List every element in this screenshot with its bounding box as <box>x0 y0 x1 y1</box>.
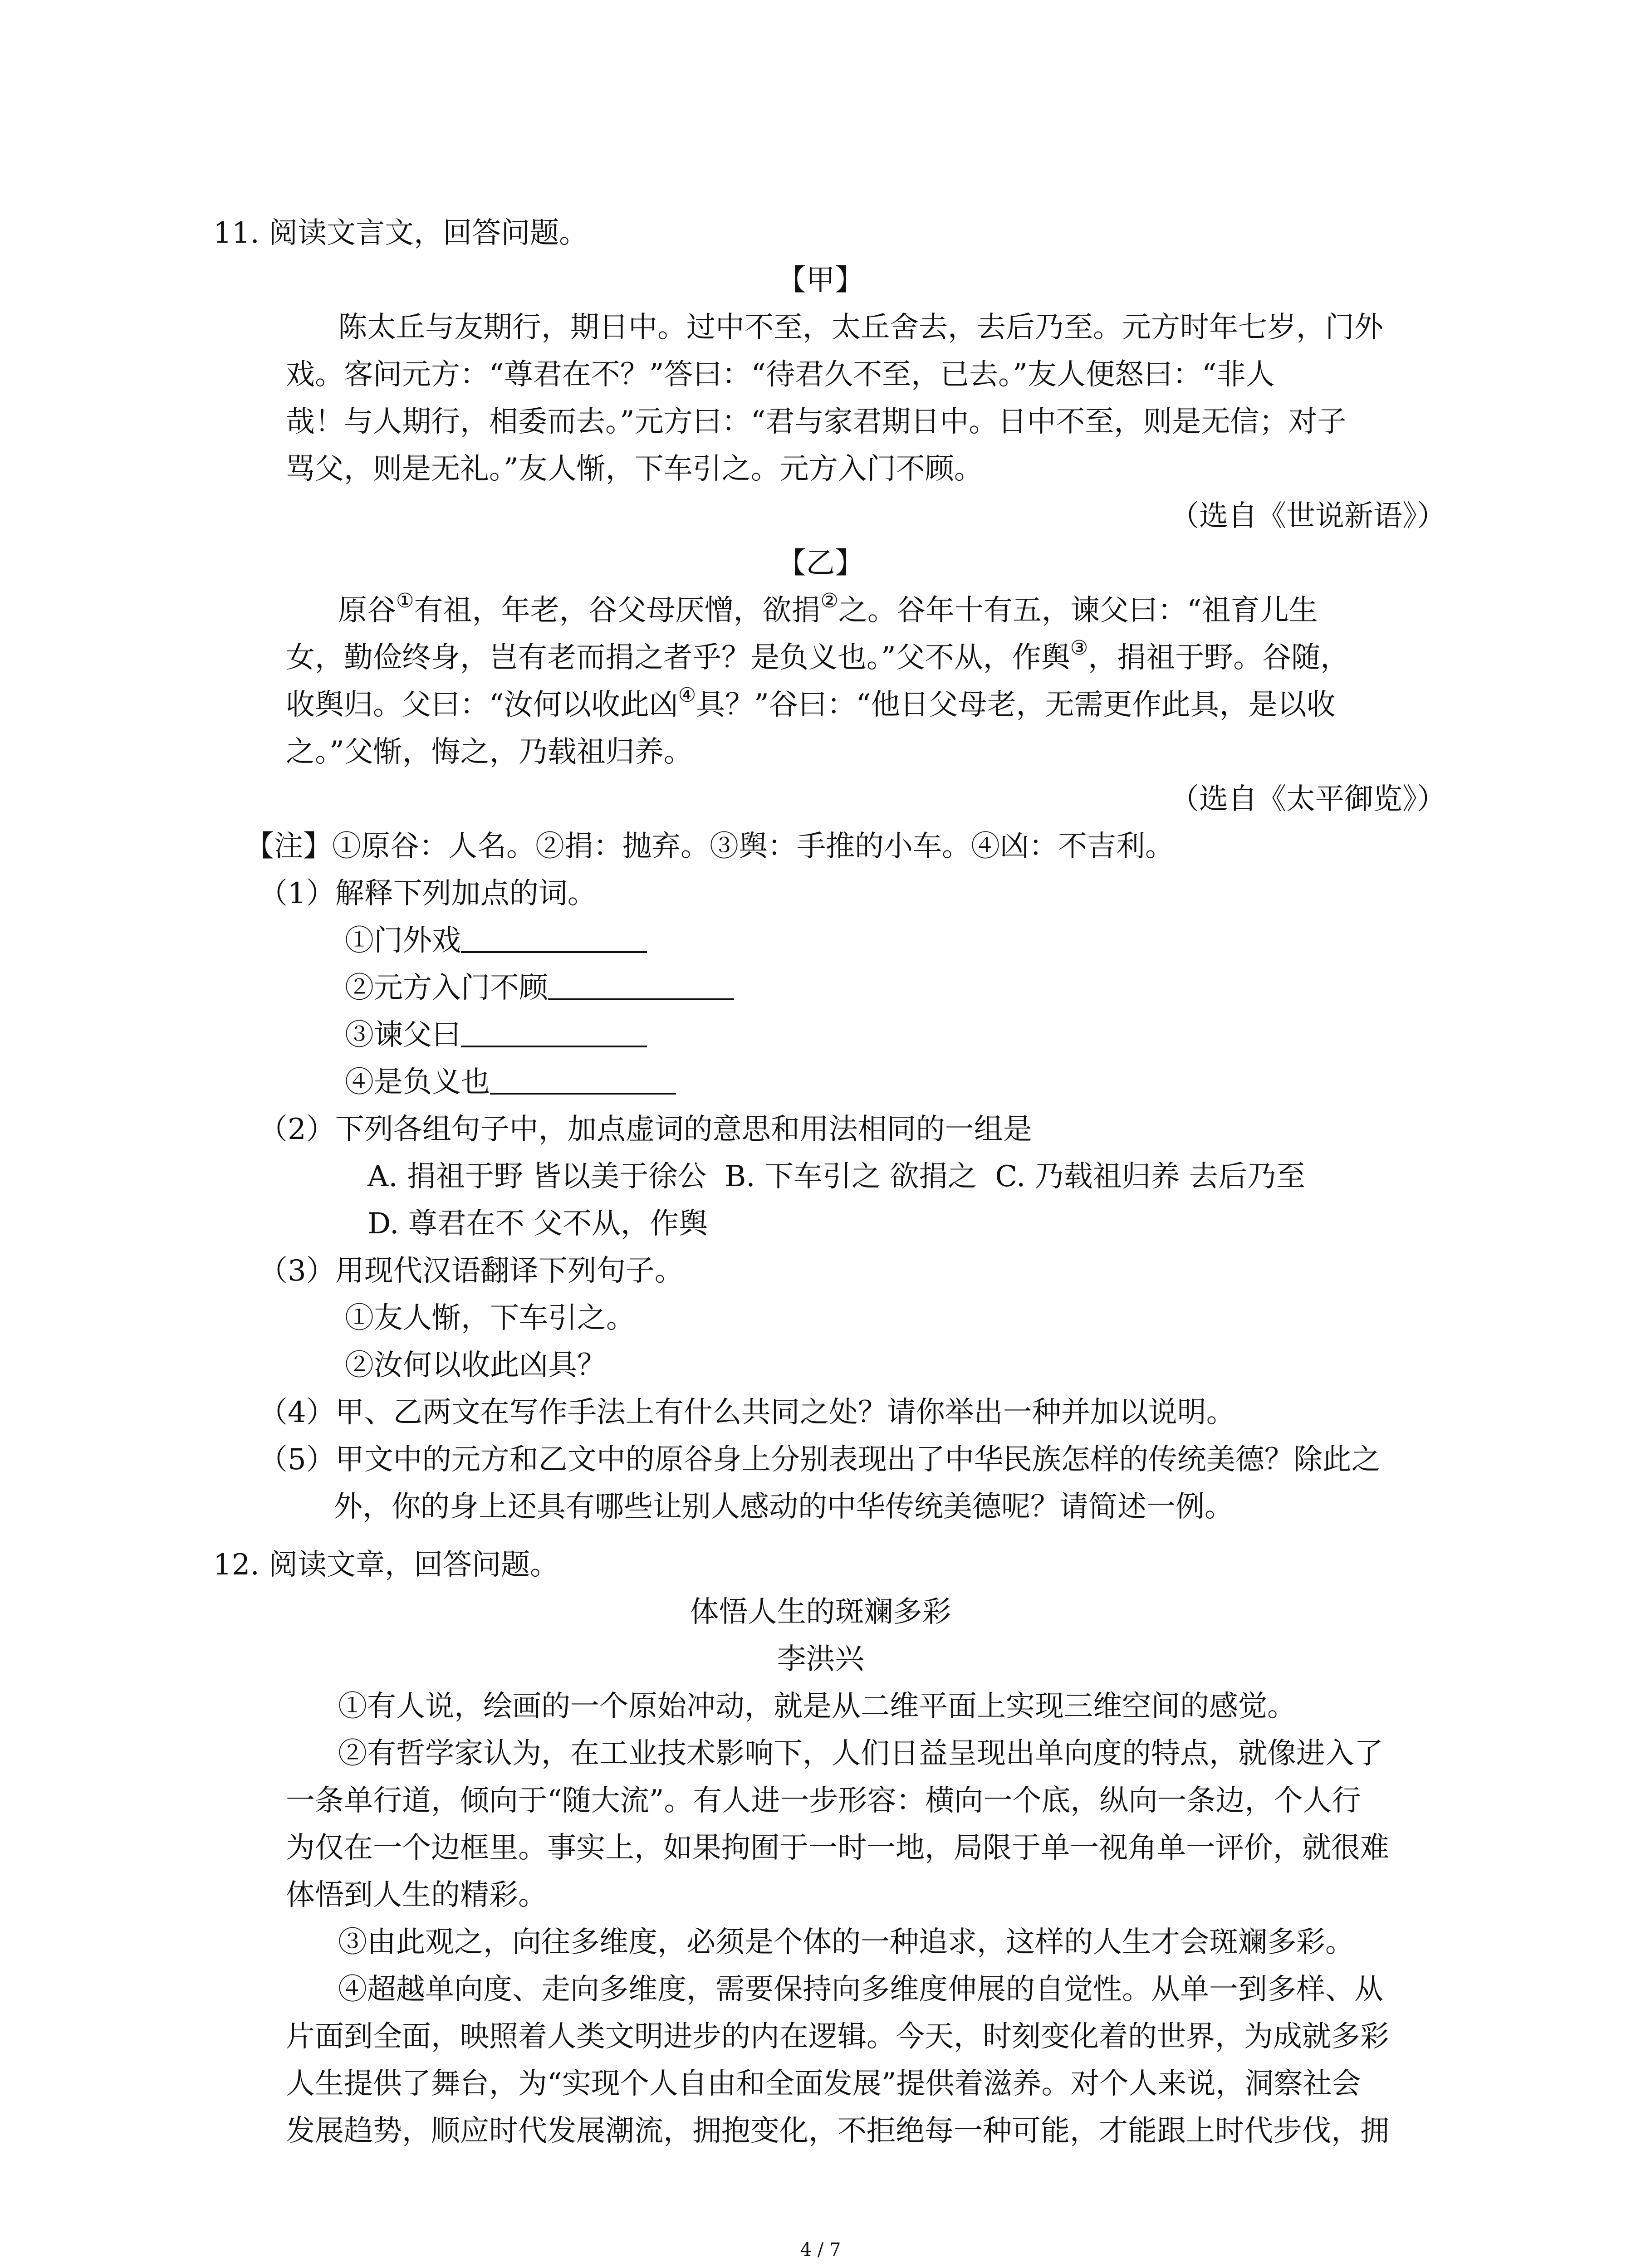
sub2-options-row <box>367 1158 1323 1195</box>
page-number: 4 / 7 <box>800 2239 841 2260</box>
sub-question-4: （4）甲、乙两文在写作手法上有什么共同之处？请你举出一种并加以说明。 <box>259 1396 1235 1429</box>
sub1-item-3: ③谏父曰 <box>345 1017 647 1053</box>
sub1-item-2: ②元方入门不顾 <box>345 970 734 1006</box>
sub-question-1: （1）解释下列加点的词。 <box>259 877 597 910</box>
annotation-note: 【注】①原谷：人名。②捐：抛弃。③舆：手推的小车。④凶：不吉利。 <box>245 830 1174 863</box>
sub3-item-2: ②汝何以收此凶具？ <box>345 1349 606 1382</box>
jia-line-4: 骂父，则是无礼。”友人惭，下车引之。元方入门不顾。 <box>286 452 983 486</box>
yi-line-3-b: 具？”谷曰：“他日父母老，无需更作此具，是以收 <box>696 688 1336 722</box>
yi-line-3 <box>286 684 1336 723</box>
answer-blank[interactable] <box>461 1020 647 1047</box>
article-line: 为仅在一个边框里。事实上，如果拘囿于一时一地，局限于单一视角单一评价，就很难 <box>286 1831 1389 1865</box>
sub-question-5-line-2: 外，你的身上还具有哪些让别人感动的中华传统美德呢？请简述一例。 <box>333 1490 1234 1524</box>
footnote-marker-4: ④ <box>678 684 696 707</box>
article-line: 发展趋势，顺应时代发展潮流，拥抱变化，不拒绝每一种可能，才能跟上时代步伐，拥 <box>286 2114 1389 2148</box>
answer-blank[interactable] <box>461 926 647 953</box>
footnote-marker-1: ① <box>396 589 414 612</box>
sub3-item-1: ①友人惭，下车引之。 <box>345 1301 635 1335</box>
footnote-marker-3: ③ <box>1070 636 1088 660</box>
yi-line-2-b: ，捐祖于野。谷随， <box>1088 641 1350 675</box>
yi-line-1-a: 原谷 <box>338 594 396 627</box>
passage-jia-title: 【甲】 <box>777 264 864 297</box>
option-b[interactable]: B. 下车引之 欲捐之 <box>725 1160 977 1193</box>
jia-line-2: 戏。客问元方：“尊君在不？”答曰：“待君久不至，已去。”友人便怒曰：“非人 <box>286 358 1275 391</box>
q12-title: 12. 阅读文章，回答问题。 <box>213 1548 559 1582</box>
answer-blank[interactable] <box>548 973 734 1000</box>
footnote-marker-2: ② <box>820 589 838 612</box>
article-line: ②有哲学家认为，在工业技术影响下，人们日益呈现出单向度的特点，就像进入了 <box>338 1737 1383 1770</box>
sub1-item-4: ④是负义也 <box>345 1064 676 1100</box>
yi-line-2-a: 女，勤俭终身，岂有老而捐之者乎？是负义也。”父不从，作舆 <box>286 641 1070 675</box>
yi-line-1 <box>338 589 1318 629</box>
sub1-item-1: ①门外戏 <box>345 923 647 959</box>
yi-line-1-b: 有祖，年老，谷父母厌憎，欲捐 <box>414 594 821 627</box>
article-title: 体悟人生的斑斓多彩 <box>690 1595 951 1629</box>
article-line: ③由此观之，向往多维度，必须是个体的一种追求，这样的人生才会斑斓多彩。 <box>338 1926 1354 1959</box>
article-line: 片面到全面，映照着人类文明进步的内在逻辑。今天，时刻变化着的世界，为成就多彩 <box>286 2020 1389 2053</box>
sub-question-2: （2）下列各组句子中，加点虚词的意思和用法相同的一组是 <box>259 1113 1032 1146</box>
article-line: ④超越单向度、走向多维度，需要保持向多维度伸展的自觉性。从单一到多样、从 <box>338 1973 1383 2006</box>
sub-question-3: （3）用现代汉语翻译下列句子。 <box>259 1254 684 1288</box>
article-author: 李洪兴 <box>777 1642 864 1676</box>
passage-yi-title: 【乙】 <box>777 547 864 580</box>
yi-line-4: 之。”父惭，悔之，乃载祖归养。 <box>286 735 693 769</box>
option-c[interactable]: C. 乃载祖归养 去后乃至 <box>995 1160 1306 1193</box>
option-a[interactable]: A. 捐祖于野 皆以美于徐公 <box>367 1160 707 1193</box>
option-d[interactable]: D. 尊君在不 父不从，作舆 <box>367 1207 708 1241</box>
jia-line-3: 哉！与人期行，相委而去。”元方曰：“君与家君期日中。日中不至，则是无信；对子 <box>286 405 1347 439</box>
yi-source: （选自《太平御览》） <box>1170 782 1446 816</box>
article-line: 人生提供了舞台，为“实现个人自由和全面发展”提供着滋养。对个人来说，洞察社会 <box>286 2067 1361 2101</box>
yi-line-1-c: 之。谷年十有五，谏父曰：“祖育儿生 <box>838 594 1318 627</box>
q11-title: 11. 阅读文言文，回答问题。 <box>213 216 588 250</box>
jia-source: （选自《世说新语》） <box>1170 499 1446 533</box>
jia-line-1: 陈太丘与友期行，期日中。过中不至，太丘舍去，去后乃至。元方时年七岁，门外 <box>338 311 1383 344</box>
article-line: ①有人说，绘画的一个原始冲动，就是从二维平面上实现三维空间的感觉。 <box>338 1690 1296 1723</box>
yi-line-3-a: 收舆归。父曰：“汝何以收此凶 <box>286 688 678 722</box>
sub-question-5-line-1: （5）甲文中的元方和乙文中的原谷身上分别表现出了中华民族怎样的传统美德？除此之 <box>259 1443 1381 1476</box>
answer-blank[interactable] <box>490 1067 676 1095</box>
article-line: 体悟到人生的精彩。 <box>286 1878 547 1912</box>
yi-line-2 <box>286 636 1350 676</box>
article-line: 一条单行道，倾向于“随大流”。有人进一步形容：横向一个底，纵向一条边，个人行 <box>286 1784 1361 1818</box>
